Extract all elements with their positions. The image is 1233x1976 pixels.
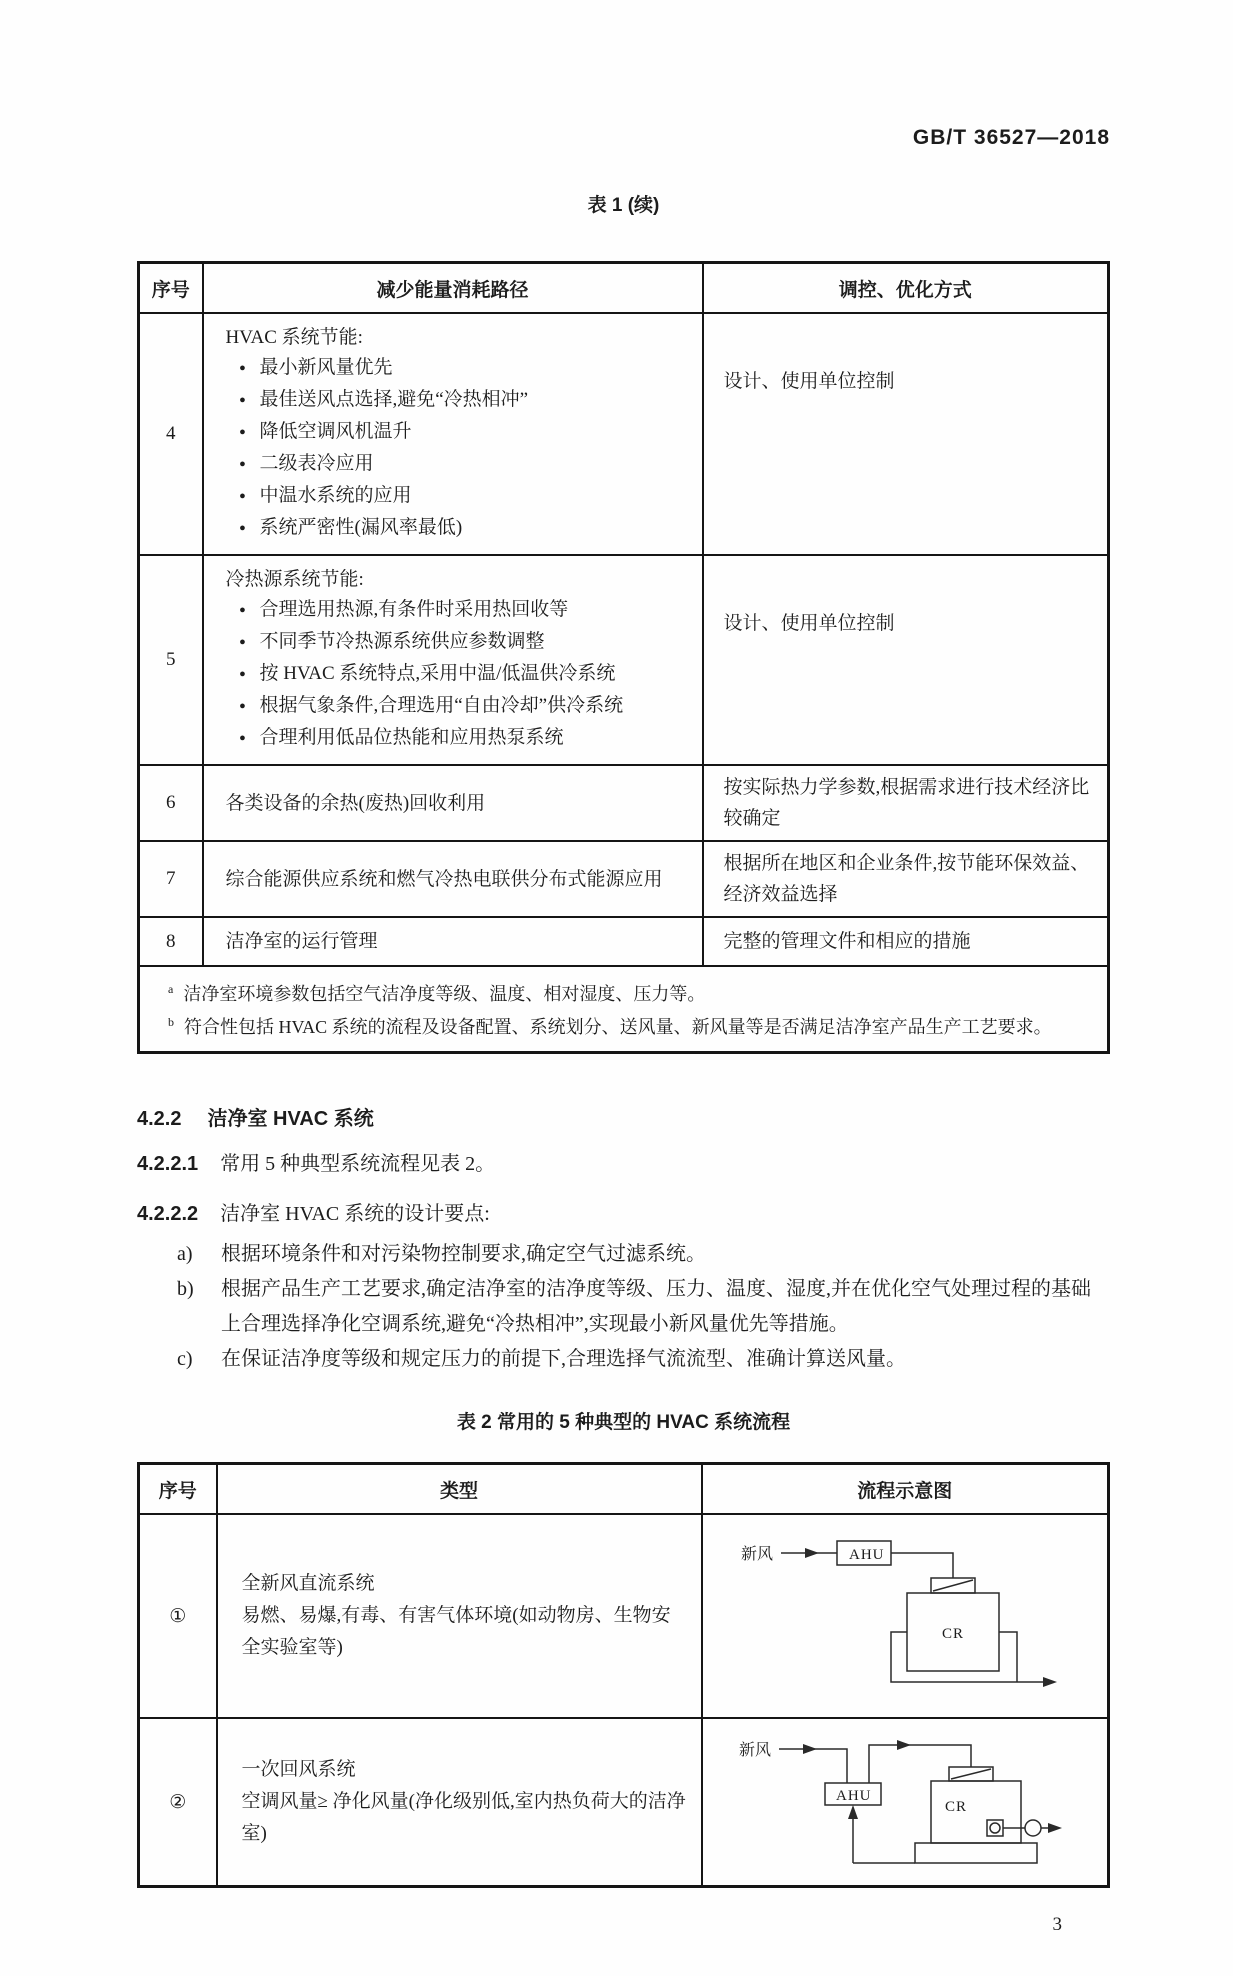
fresh-air-label: 新风 xyxy=(740,1546,773,1563)
type-cell xyxy=(217,1514,702,1718)
clause-number: 4.2.2 xyxy=(137,1108,182,1130)
diagram-cell xyxy=(702,1514,1109,1718)
bullet-icon xyxy=(226,353,260,385)
list-item xyxy=(226,627,690,659)
clause-title: 洁净室 HVAC 系统 xyxy=(207,1108,374,1130)
bullet-text: 中温水系统的应用 xyxy=(259,485,412,506)
item-marker: b) xyxy=(177,1278,194,1300)
footnote-b xyxy=(168,1008,1091,1041)
bullet-text: 二级表冷应用 xyxy=(259,453,374,474)
list-item xyxy=(226,691,690,723)
diagram-cell xyxy=(702,1718,1109,1887)
arrow-right-icon xyxy=(1043,1677,1057,1687)
footnotes-cell xyxy=(139,966,1109,1053)
paragraph xyxy=(137,1148,1110,1181)
list-item xyxy=(226,353,690,385)
bullet-text: 按 HVAC 系统特点,采用中温/低温供冷系统 xyxy=(259,663,616,684)
bullet-icon xyxy=(226,595,260,627)
bullet-icon xyxy=(226,385,260,417)
path-cell xyxy=(203,313,703,555)
path-title: HVAC 系统节能: xyxy=(225,327,363,348)
bullet-text: 最佳送风点选择,避免“冷热相冲” xyxy=(259,389,529,410)
table1-header-row xyxy=(139,263,1109,314)
flow-diagram-once-through xyxy=(735,1532,1075,1700)
path-cell: 各类设备的余热(废热)回收利用 xyxy=(203,765,703,841)
footnote-a xyxy=(168,975,1091,1008)
type-cell xyxy=(217,1718,702,1887)
col-header-no: 序号 xyxy=(139,1464,217,1515)
bullet-icon xyxy=(226,481,260,513)
bullet-text: 降低空调风机温升 xyxy=(259,421,412,442)
type-desc: 空调风量≥ 净化风量(净化级别低,室内热负荷大的洁净室) xyxy=(241,1791,686,1844)
arrow-right-icon xyxy=(897,1740,911,1750)
list-item xyxy=(226,481,690,513)
row-number: ① xyxy=(139,1514,217,1718)
arrow-right-icon xyxy=(805,1548,819,1558)
paragraph-text: 洁净室 HVAC 系统的设计要点: xyxy=(220,1203,490,1225)
list-item xyxy=(226,449,690,481)
table-row xyxy=(139,313,1109,555)
ahu-label: AHU xyxy=(848,1547,885,1563)
list-item xyxy=(226,385,690,417)
list-item xyxy=(226,659,690,691)
item-marker: a) xyxy=(177,1243,193,1265)
path-cell: 洁净室的运行管理 xyxy=(203,917,703,966)
page-number: 3 xyxy=(1052,1914,1062,1935)
row-number: ② xyxy=(139,1718,217,1887)
list-item xyxy=(137,1342,1110,1377)
footnote-text: 符合性包括 HVAC 系统的流程及设备配置、系统划分、送风量、新风量等是否满足洁净室产品生产工艺要求。 xyxy=(184,1017,1052,1037)
bullet-icon xyxy=(226,449,260,481)
row-number: 7 xyxy=(139,841,203,917)
list-item xyxy=(226,513,690,545)
clause-list xyxy=(137,1237,1110,1377)
list-item xyxy=(137,1272,1110,1342)
table-row xyxy=(139,917,1109,966)
path-cell: 综合能源供应系统和燃气冷热电联供分布式能源应用 xyxy=(203,841,703,917)
bullet-text: 合理选用热源,有条件时采用热回收等 xyxy=(259,599,569,620)
row-number: 6 xyxy=(139,765,203,841)
bullet-icon xyxy=(226,417,260,449)
method-cell: 完整的管理文件和相应的措施 xyxy=(703,917,1109,966)
col-header-type: 类型 xyxy=(217,1464,702,1515)
bullet-text: 合理利用低品位热能和应用热泵系统 xyxy=(259,727,564,748)
bullet-text: 根据气象条件,合理选用“自由冷却”供冷系统 xyxy=(259,695,624,716)
table1-caption: 表 1 (续) xyxy=(587,195,660,216)
table-row xyxy=(139,1718,1109,1887)
bullet-text: 不同季节冷热源系统供应参数调整 xyxy=(259,631,545,652)
footnote-marker: b xyxy=(168,1015,174,1029)
arrow-right-icon xyxy=(1048,1823,1062,1833)
footnote-marker: a xyxy=(168,982,174,996)
type-desc: 易燃、易爆,有毒、有害气体环境(如动物房、生物安全实验室等) xyxy=(241,1605,671,1658)
list-item xyxy=(226,595,690,627)
ahu-label: AHU xyxy=(835,1788,872,1804)
col-header-method: 调控、优化方式 xyxy=(703,263,1109,314)
bullet-icon xyxy=(226,723,260,755)
list-item xyxy=(137,1237,1110,1272)
flow-diagram-single-return xyxy=(735,1727,1075,1877)
item-text: 根据产品生产工艺要求,确定洁净室的洁净度等级、压力、温度、湿度,并在优化空气处理过程的基础上合理选择净化空调系统,避免“冷热相冲”,实现最小新风量优先等措施。 xyxy=(221,1278,1091,1335)
section-heading xyxy=(137,1102,1110,1131)
bullet-text: 最小新风量优先 xyxy=(259,357,393,378)
clause-number: 4.2.2.2 xyxy=(137,1203,199,1225)
col-header-no: 序号 xyxy=(139,263,203,314)
item-marker: c) xyxy=(177,1348,193,1370)
footnote-text: 洁净室环境参数包括空气洁净度等级、温度、相对湿度、压力等。 xyxy=(183,984,706,1004)
col-header-diagram: 流程示意图 xyxy=(702,1464,1109,1515)
row-number: 8 xyxy=(139,917,203,966)
item-text: 根据环境条件和对污染物控制要求,确定空气过滤系统。 xyxy=(221,1243,706,1265)
standard-number: GB/T 36527—2018 xyxy=(912,126,1110,149)
arrow-right-icon xyxy=(803,1744,817,1754)
method-cell: 设计、使用单位控制 xyxy=(703,313,1109,555)
method-cell: 根据所在地区和企业条件,按节能环保效益、经济效益选择 xyxy=(703,841,1109,917)
list-item xyxy=(226,417,690,449)
type-title: 一次回风系统 xyxy=(241,1759,356,1780)
table-row xyxy=(139,1514,1109,1718)
bullet-icon xyxy=(226,659,260,691)
bullet-icon xyxy=(226,513,260,545)
bullet-icon xyxy=(226,691,260,723)
table1 xyxy=(137,261,1110,1054)
table-row xyxy=(139,765,1109,841)
bullet-text: 系统严密性(漏风率最低) xyxy=(259,517,463,538)
paragraph-text: 常用 5 种典型系统流程见表 2。 xyxy=(220,1153,496,1175)
method-cell: 设计、使用单位控制 xyxy=(703,555,1109,765)
paragraph xyxy=(137,1198,1110,1231)
clause-number: 4.2.2.1 xyxy=(137,1153,199,1175)
fresh-air-label: 新风 xyxy=(738,1742,771,1759)
type-title: 全新风直流系统 xyxy=(241,1573,375,1594)
cleanroom-label: CR xyxy=(941,1626,964,1642)
row-number: 5 xyxy=(139,555,203,765)
arrow-up-icon xyxy=(848,1805,858,1819)
method-cell: 按实际热力学参数,根据需求进行技术经济比较确定 xyxy=(703,765,1109,841)
bullet-icon xyxy=(226,627,260,659)
table2-header-row xyxy=(139,1464,1109,1515)
path-title: 冷热源系统节能: xyxy=(225,569,364,590)
path-cell xyxy=(203,555,703,765)
table-row xyxy=(139,555,1109,765)
table-footnote-row xyxy=(139,966,1109,1053)
col-header-path: 减少能量消耗路径 xyxy=(203,263,703,314)
cleanroom-label: CR xyxy=(944,1799,967,1815)
table2-caption: 表 2 常用的 5 种典型的 HVAC 系统流程 xyxy=(456,1412,791,1433)
table2 xyxy=(137,1462,1110,1888)
table-row xyxy=(139,841,1109,917)
row-number: 4 xyxy=(139,313,203,555)
list-item xyxy=(226,723,690,755)
item-text: 在保证洁净度等级和规定压力的前提下,合理选择气流流型、准确计算送风量。 xyxy=(221,1348,906,1370)
